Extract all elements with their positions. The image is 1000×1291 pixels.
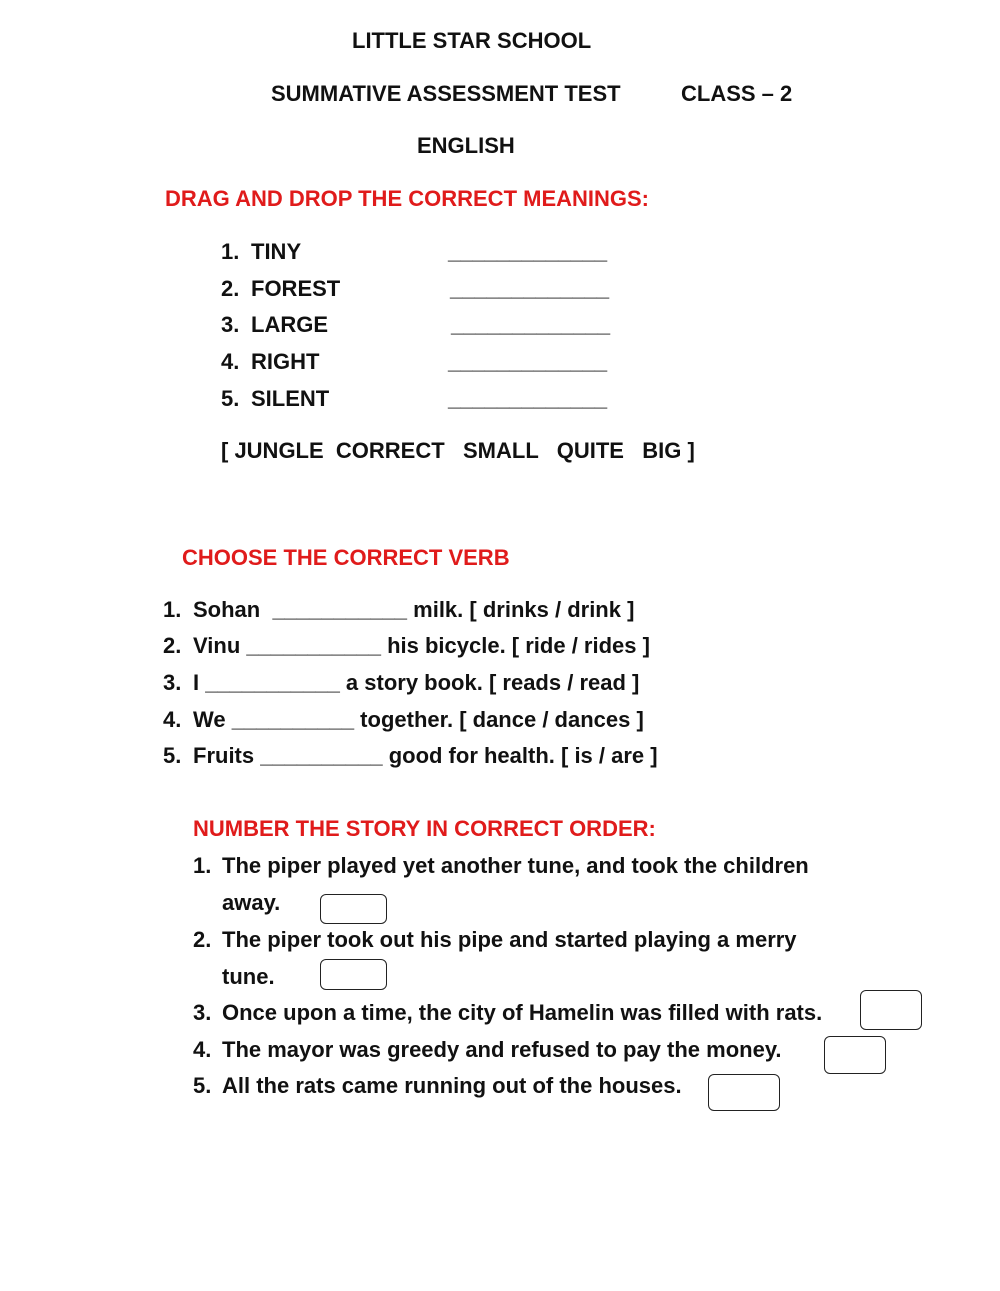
meaning-drop-blank[interactable]: _____________	[448, 386, 608, 411]
story-item-num: 3.	[193, 1000, 212, 1025]
meaning-item-num: 5.	[221, 386, 240, 411]
order-input-box[interactable]	[320, 894, 387, 924]
meaning-drop-blank[interactable]: _____________	[448, 239, 608, 264]
section2-heading: CHOOSE THE CORRECT VERB	[182, 545, 510, 570]
word-bank[interactable]: [ JUNGLE CORRECT SMALL QUITE BIG ]	[221, 438, 695, 463]
verb-item-num: 4.	[163, 707, 182, 732]
story-item-num: 1.	[193, 853, 212, 878]
story-item-num: 4.	[193, 1037, 212, 1062]
verb-item-text[interactable]: We __________ together. [ dance / dances ]	[193, 707, 644, 732]
verb-item-num: 5.	[163, 743, 182, 768]
order-input-box[interactable]	[824, 1036, 886, 1074]
story-item-num: 5.	[193, 1073, 212, 1098]
verb-item-num: 1.	[163, 597, 182, 622]
story-item-num: 2.	[193, 927, 212, 952]
story-item-text-cont: tune.	[222, 964, 275, 989]
section3-heading: NUMBER THE STORY IN CORRECT ORDER:	[193, 816, 656, 841]
meaning-item-num: 3.	[221, 312, 240, 337]
verb-item-num: 2.	[163, 633, 182, 658]
order-input-box[interactable]	[708, 1074, 780, 1111]
story-item-text: The mayor was greedy and refused to pay the money.	[222, 1037, 782, 1062]
meaning-item-word: FOREST	[251, 276, 341, 301]
verb-item-text[interactable]: Sohan ___________ milk. [ drinks / drink ]	[193, 597, 635, 622]
story-item-text-cont: away.	[222, 890, 281, 915]
meaning-item-word: RIGHT	[251, 349, 320, 374]
verb-item-text[interactable]: Fruits __________ good for health. [ is / are ]	[193, 743, 658, 768]
meaning-item-num: 2.	[221, 276, 240, 301]
meaning-item-word: SILENT	[251, 386, 330, 411]
verb-item-num: 3.	[163, 670, 182, 695]
story-item-text: The piper took out his pipe and started playing a merry	[222, 927, 797, 952]
section1-heading: DRAG AND DROP THE CORRECT MEANINGS:	[165, 186, 650, 211]
meaning-drop-blank[interactable]: _____________	[448, 349, 608, 374]
order-input-box[interactable]	[320, 959, 387, 990]
story-item-text: Once upon a time, the city of Hamelin was filled with rats.	[222, 1000, 823, 1025]
test-title: SUMMATIVE ASSESSMENT TEST	[271, 81, 621, 106]
verb-item-text[interactable]: I ___________ a story book. [ reads / read ]	[193, 670, 640, 695]
story-item-text: All the rats came running out of the houses.	[222, 1073, 682, 1098]
story-item-text: The piper played yet another tune, and took the children	[222, 853, 809, 878]
order-input-box[interactable]	[860, 990, 922, 1030]
meaning-drop-blank[interactable]: _____________	[451, 312, 611, 337]
meaning-drop-blank[interactable]: _____________	[450, 276, 610, 301]
subject-label: ENGLISH	[417, 133, 515, 158]
meaning-item-num: 4.	[221, 349, 240, 374]
meaning-item-word: TINY	[251, 239, 302, 264]
meaning-item-word: LARGE	[251, 312, 328, 337]
meaning-item-num: 1.	[221, 239, 240, 264]
class-label: CLASS – 2	[681, 81, 793, 106]
school-name: LITTLE STAR SCHOOL	[352, 28, 592, 53]
verb-item-text[interactable]: Vinu ___________ his bicycle. [ ride / rides ]	[193, 633, 650, 658]
